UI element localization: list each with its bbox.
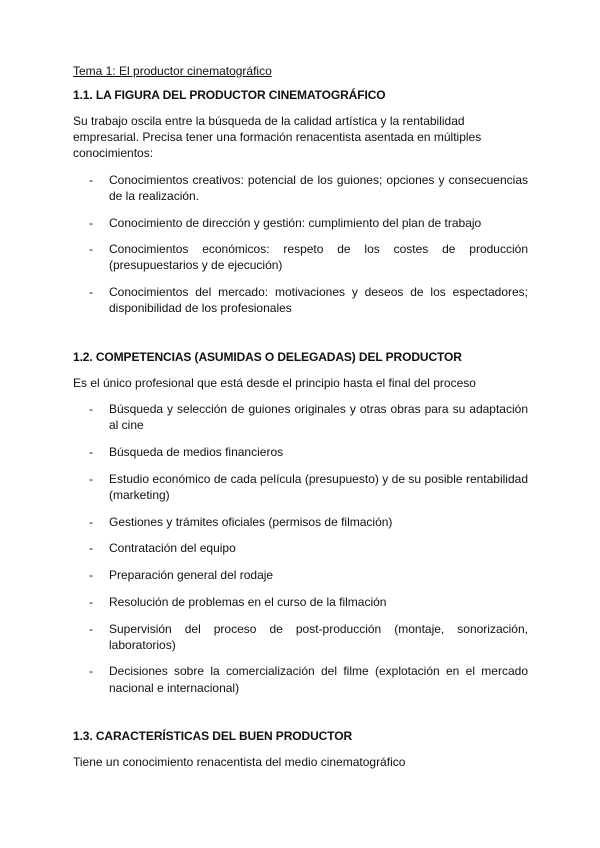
bullet-dash: - — [89, 594, 93, 609]
bullet-dash: - — [89, 541, 93, 556]
section-spacer — [73, 327, 528, 350]
list-item: - Preparación general del rodaje — [89, 568, 274, 583]
section-2-intro: Es el único profesional que está desde el principio hasta el final del proceso — [73, 376, 476, 391]
bullet-dash: - — [89, 471, 93, 486]
section-3-intro: Tiene un conocimiento renacentista del medio cinematográfico — [73, 755, 406, 770]
bullet-dash: - — [89, 568, 93, 583]
bullet-dash: - — [89, 172, 93, 187]
section-2-heading: 1.2. COMPETENCIAS (ASUMIDAS O DELEGADAS) DEL PRODUCTOR — [73, 350, 462, 365]
list-item: - Búsqueda y selección de guiones originales y otras obras para su adaptación al cine — [89, 402, 528, 433]
section-spacer — [73, 706, 528, 729]
list-item: - Contratación del equipo — [89, 541, 236, 556]
section-2-list — [73, 401, 528, 696]
topic-title: Tema 1: El productor cinematográfico — [73, 64, 272, 78]
document-page — [73, 64, 528, 781]
list-item: - Búsqueda de medios financieros — [89, 445, 284, 460]
bullet-dash: - — [89, 215, 93, 230]
list-item: - Conocimientos económicos: respeto de los costes de producción (presupuestarios y de ejecución) — [89, 242, 528, 273]
list-item: - Conocimientos del mercado: motivaciones y deseos de los espectadores; disponibilidad de los profesionales — [89, 285, 528, 316]
section-3-heading: 1.3. CARACTERÍSTICAS DEL BUEN PRODUCTOR — [73, 729, 353, 744]
list-item: - Resolución de problemas en el curso de la filmación — [89, 594, 387, 609]
bullet-dash: - — [89, 621, 93, 636]
bullet-dash: - — [89, 402, 93, 417]
list-item: - Supervisión del proceso de post-producción (montaje, sonorización, laboratorios) — [89, 621, 528, 652]
bullet-dash: - — [89, 285, 93, 300]
bullet-dash: - — [89, 664, 93, 679]
section-1-intro: Su trabajo oscila entre la búsqueda de la calidad artística y la rentabilidad empresarial. Precisa tener una formación renacentista asentada en múltiples conocimientos: — [73, 114, 482, 161]
bullet-dash: - — [89, 445, 93, 460]
section-1-heading: 1.1. LA FIGURA DEL PRODUCTOR CINEMATOGRÁFICO — [73, 88, 386, 102]
bullet-dash: - — [89, 242, 93, 257]
list-item: - Gestiones y trámites oficiales (permisos de filmación) — [89, 514, 393, 529]
list-item: - Estudio económico de cada película (presupuesto) y de su posible rentabilidad (marketing) — [89, 471, 528, 503]
section-1-list — [73, 172, 528, 317]
list-item: - Decisiones sobre la comercialización del filme (explotación en el mercado nacional e internacional) — [89, 664, 528, 695]
list-item: - Conocimientos creativos: potencial de los guiones; opciones y consecuencias de la realización. — [89, 172, 528, 203]
bullet-dash: - — [89, 514, 93, 529]
list-item: - Conocimiento de dirección y gestión: cumplimiento del plan de trabajo — [89, 215, 482, 230]
